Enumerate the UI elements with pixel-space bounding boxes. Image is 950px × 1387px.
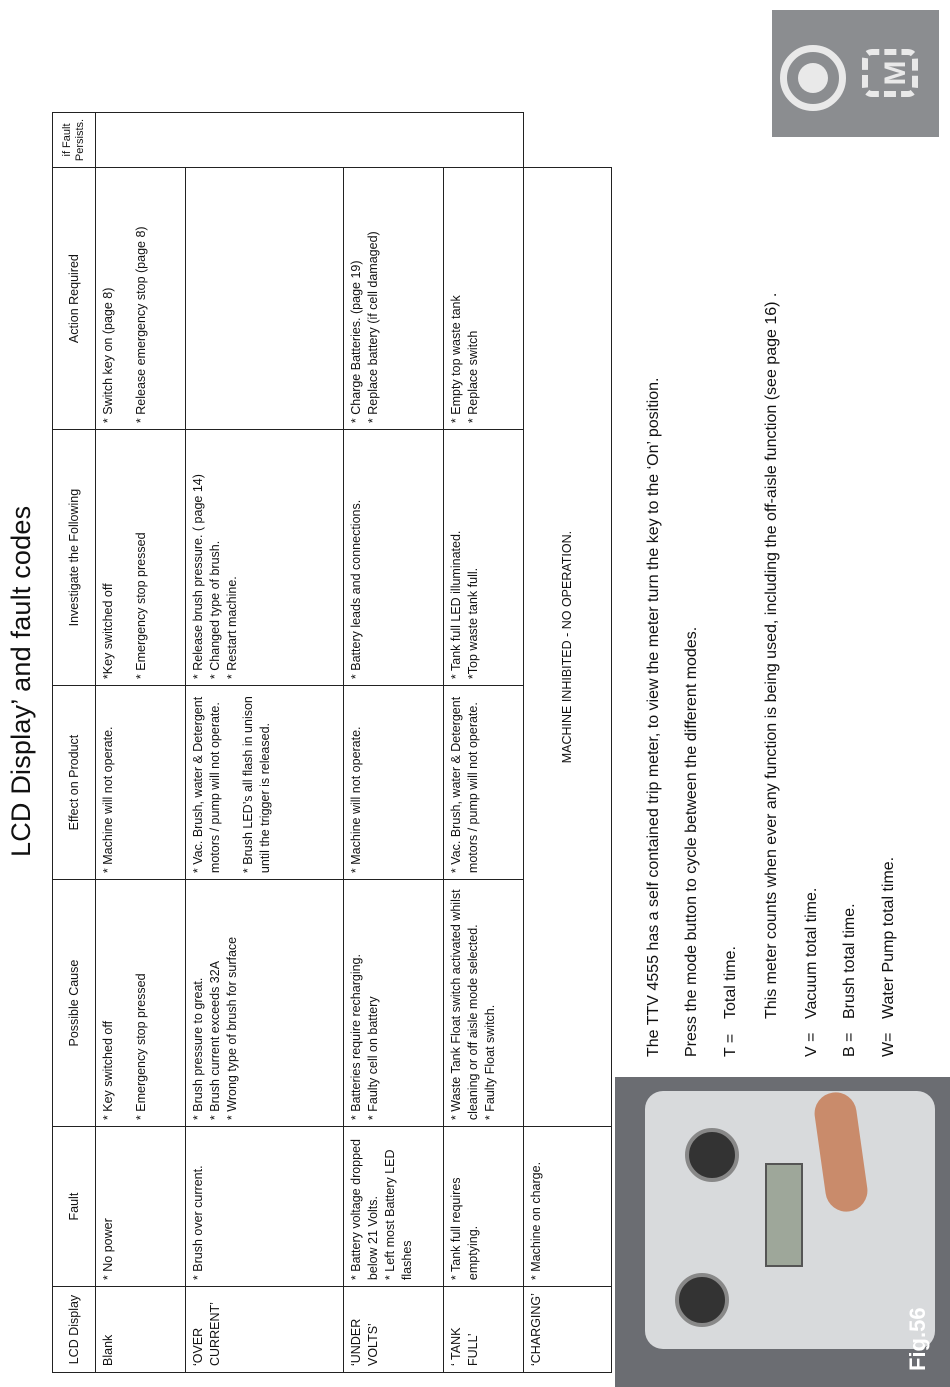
cell-lcd: Blank	[96, 1287, 186, 1373]
cell-machine-inhibited: MACHINE INHIBITED - NO OPERATION.	[524, 168, 612, 1127]
key-switch-icon	[685, 1128, 739, 1182]
cell-investigate: *Key switched off * Emergency stop pressed	[96, 430, 186, 686]
cell-action: * Empty top waste tank * Replace switch	[444, 168, 524, 430]
cell-lcd: ‘CHARGING’	[524, 1287, 612, 1373]
mode-button-icon: M	[772, 10, 939, 137]
cell-effect: * Vac. Brush, water & Detergent motors / pump will not operate.	[444, 686, 524, 880]
cell-cause: * Brush pressure to great. * Brush current exceeds 32A * Wrong type of brush for surface	[186, 880, 344, 1127]
cell-lcd: ‘ TANK FULL’	[444, 1287, 524, 1373]
mode-water-pump: W=Water Pump total time.	[880, 856, 897, 1057]
table-header-row	[53, 112, 96, 1372]
control-panel-photo	[615, 1077, 950, 1387]
cell-lcd: ‘UNDER VOLTS’	[344, 1287, 444, 1373]
cell-action: * Charge Batteries. (page 19) * Replace battery (if cell damaged)	[344, 168, 444, 430]
fault-code-table	[52, 112, 612, 1373]
cell-fault: * Brush over current.	[186, 1127, 344, 1287]
trip-meter-paragraph: The TTV 4555 has a self contained trip meter, to view the meter turn the key to the ‘On’ position.	[645, 377, 662, 1057]
mode-total-note: This meter counts when ever any function is being used, including the off-aisle function (see page 16) .	[763, 292, 780, 1019]
cell-cause: * Waste Tank Float switch activated whilst cleaning or off aisle mode selected. * Faulty Float switch.	[444, 880, 524, 1127]
table-row	[524, 112, 612, 1372]
table-row	[186, 112, 344, 1372]
figure-label: Fig.56	[905, 1307, 930, 1371]
mode-brush: B =Brush total time.	[841, 903, 858, 1057]
header-lcd-display: LCD Display	[53, 1287, 96, 1373]
header-investigate: Investigate the Following	[53, 430, 96, 686]
cell-fault: * No power	[96, 1127, 186, 1287]
page-title: LCD Display’ and fault codes	[6, 505, 36, 857]
mode-total-time: T =Total time.	[722, 946, 739, 1057]
header-effect: Effect on Product	[53, 686, 96, 880]
cell-fault: * Battery voltage dropped below 21 Volts. * Left most Battery LED flashes	[344, 1127, 444, 1287]
cell-action: * Switch key on (page 8) * Release emergency stop (page 8)	[96, 168, 186, 430]
cell-lcd: ‘OVER CURRENT’	[186, 1287, 344, 1373]
cell-effect: * Machine will not operate.	[96, 686, 186, 880]
cell-investigate: * Tank full LED illuminated. *Top waste tank full.	[444, 430, 524, 686]
cell-effect: * Vac. Brush, water & Detergent motors / pump will not operate. * Brush LED’s all flash in unison until the trigger is released.	[186, 686, 344, 880]
cell-action	[186, 168, 344, 430]
lcd-screen-icon	[765, 1163, 803, 1267]
cell-effect: * Machine will not operate.	[344, 686, 444, 880]
cell-cause: * Batteries require recharging. * Faulty cell on battery	[344, 880, 444, 1127]
table-row	[344, 112, 444, 1372]
header-possible-cause: Possible Cause	[53, 880, 96, 1127]
mode-button-paragraph: Press the mode button to cycle between the different modes.	[683, 626, 700, 1057]
table-row	[96, 112, 186, 1372]
header-action: Action Required	[53, 168, 96, 430]
mode-vacuum: V =Vacuum total time.	[803, 887, 820, 1057]
header-fault: Fault	[53, 1127, 96, 1287]
joystick-icon	[675, 1273, 729, 1327]
header-if-fault-persists: if Fault Persists.	[53, 112, 96, 167]
cell-fault: * Tank full requires emptying.	[444, 1127, 524, 1287]
cell-cause: * Key switched off * Emergency stop pressed	[96, 880, 186, 1127]
table-row	[444, 112, 524, 1372]
cell-investigate: * Release brush pressure. ( page 14) * Changed type of brush. * Restart machine.	[186, 430, 344, 686]
cell-fault: * Machine on charge.	[524, 1127, 612, 1287]
cell-investigate: * Battery leads and connections.	[344, 430, 444, 686]
cell-persists	[96, 112, 524, 167]
